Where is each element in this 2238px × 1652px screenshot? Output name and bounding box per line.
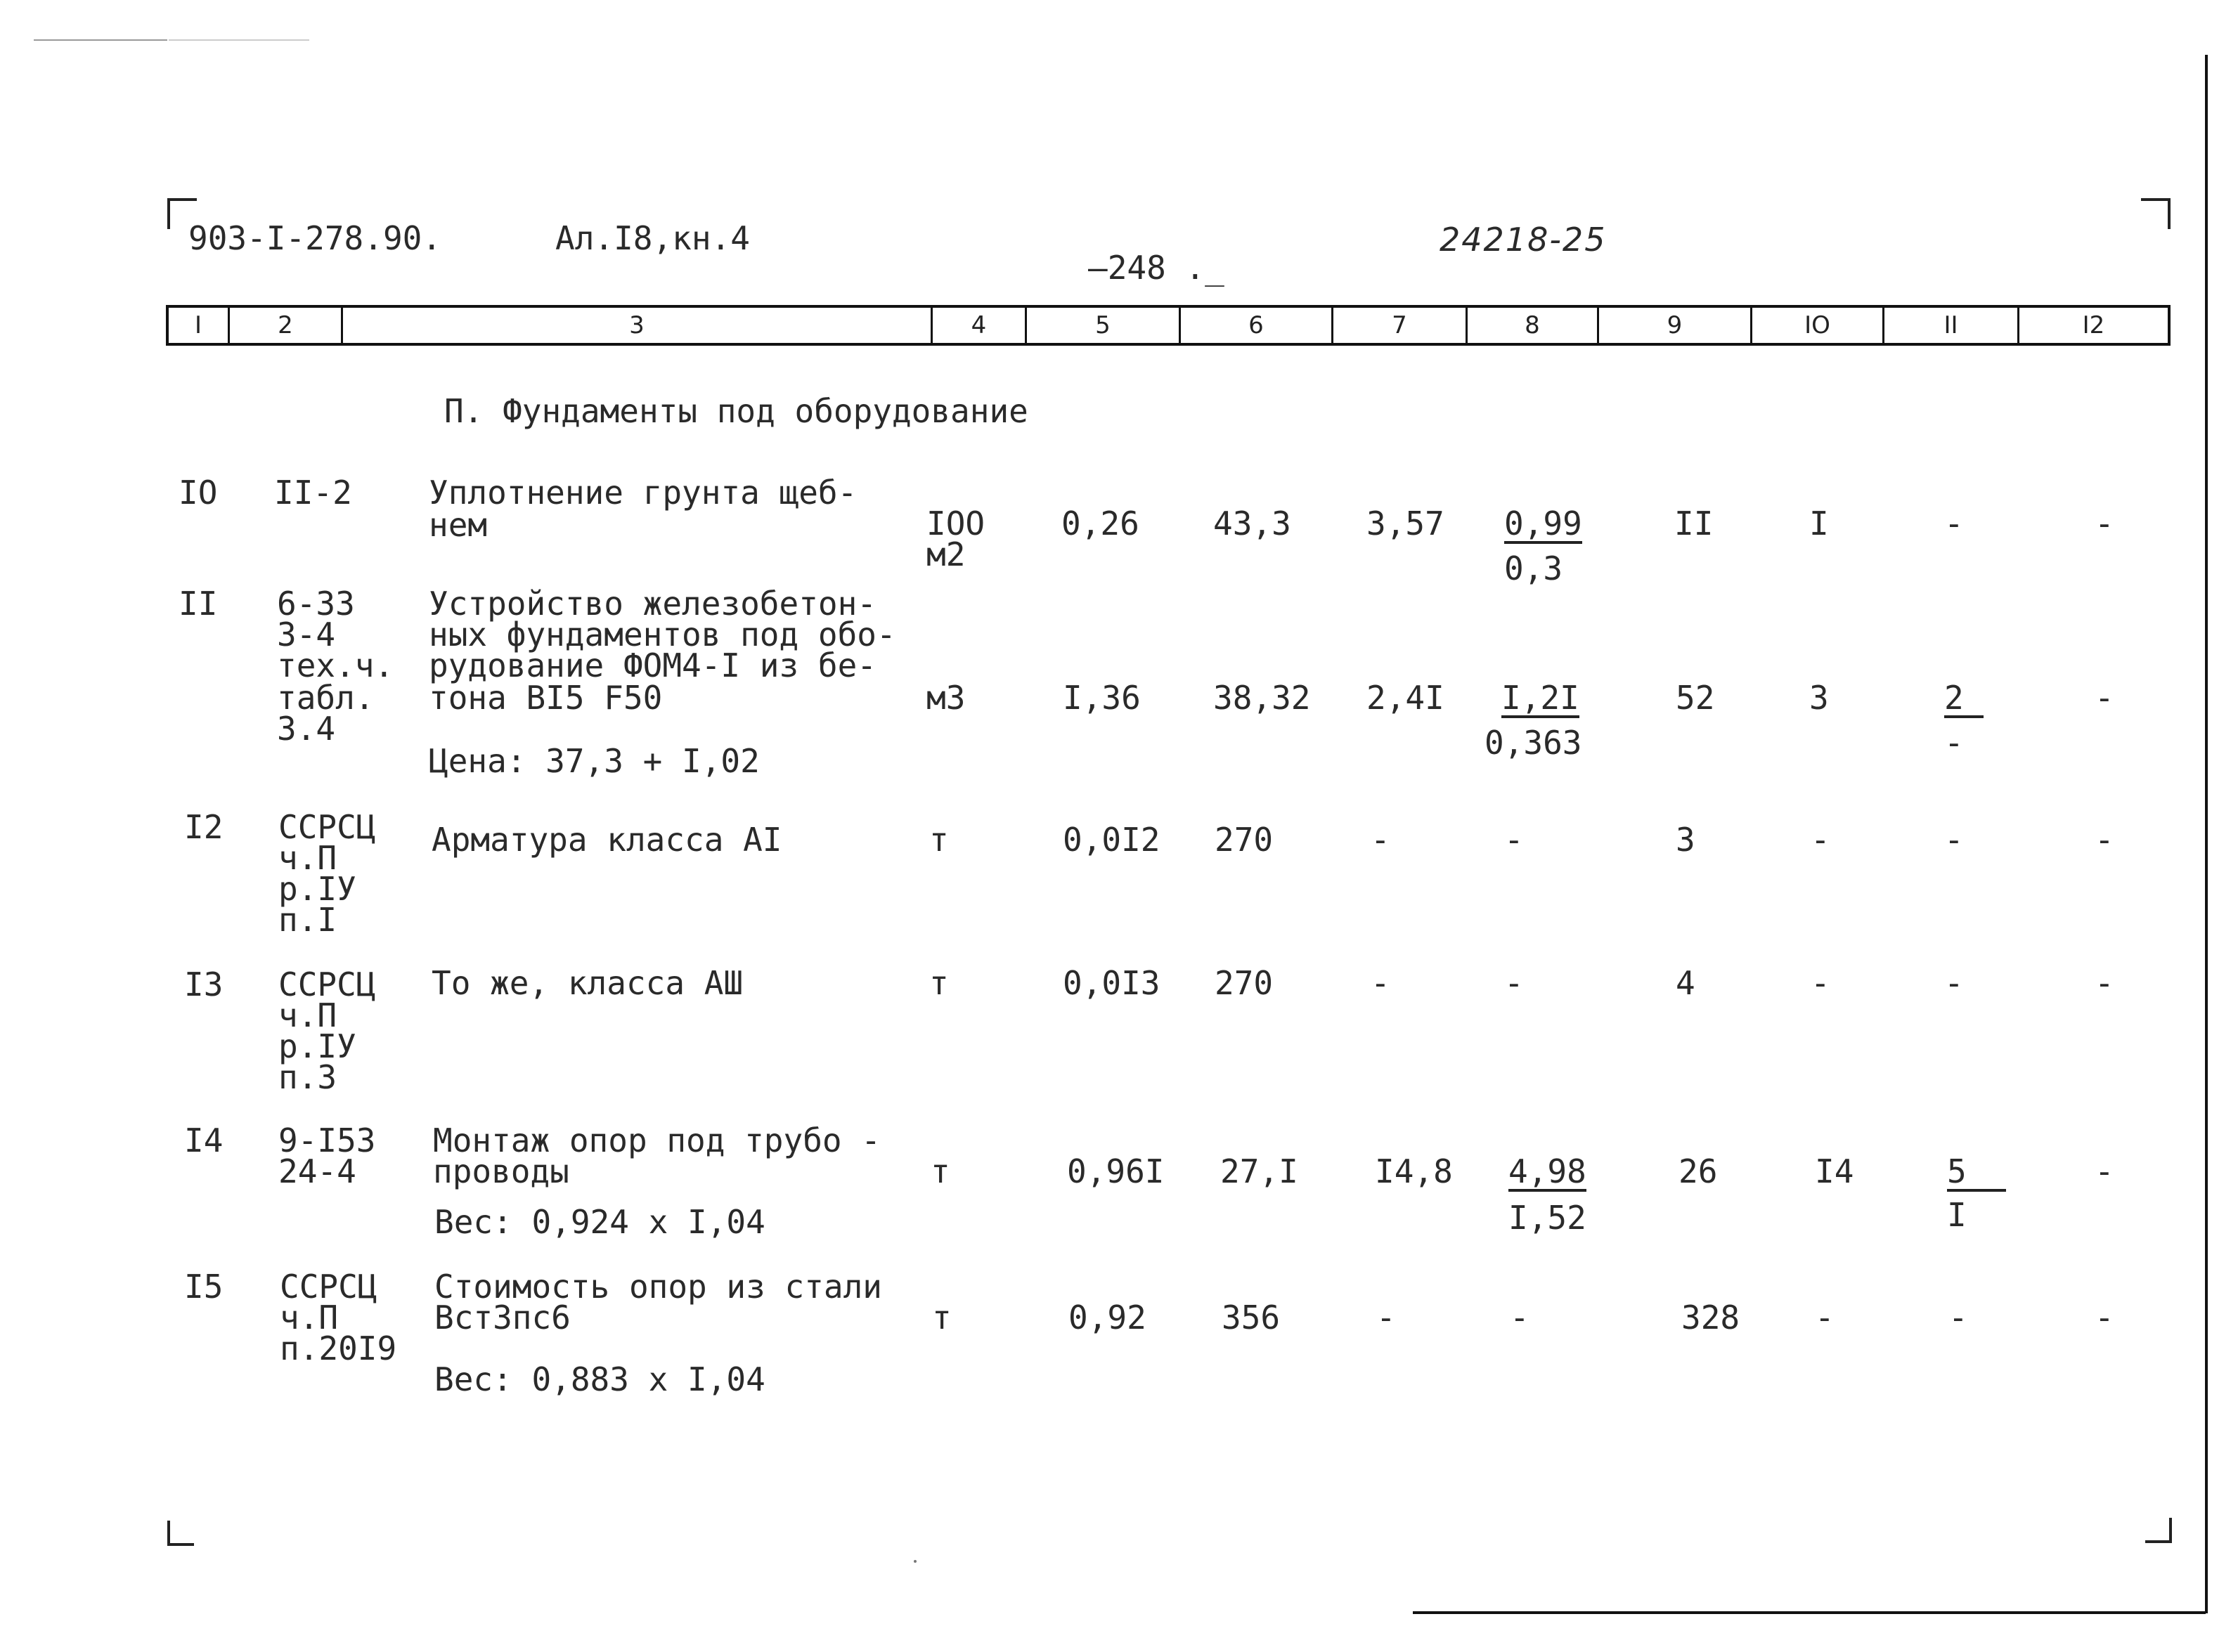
row-col11: - [1944, 821, 1964, 859]
row-col10: - [1811, 821, 1830, 859]
column-header-1: I [194, 311, 202, 339]
column-header-row [166, 305, 2171, 346]
row-unit-line: м2 [926, 535, 966, 573]
row-number: I5 [184, 1268, 224, 1306]
corner-mark-bottom-right [2145, 1518, 2172, 1543]
row-quantity: 0,0I3 [1063, 964, 1160, 1002]
row-description-line: ных фундаментов под обо- [429, 616, 896, 653]
row-price: 270 [1215, 964, 1274, 1002]
row-col7: - [1376, 1299, 1396, 1336]
row-code-line: ССРСЦ [278, 965, 376, 1003]
row-number: IO [179, 474, 218, 512]
column-header-11: II [1943, 311, 1958, 339]
column-header-2: 2 [278, 311, 293, 339]
row-description-line: тона BI5 F50 [429, 679, 663, 717]
column-header-8: 8 [1525, 311, 1540, 339]
row-col9: 3 [1676, 821, 1695, 859]
column-header-7: 7 [1392, 311, 1407, 339]
row-col10: 3 [1809, 679, 1829, 717]
row-col9: 26 [1678, 1152, 1718, 1190]
row-price: 270 [1215, 821, 1274, 859]
row-price: 43,3 [1213, 505, 1291, 542]
row-col10: - [1811, 964, 1830, 1002]
section-title: П. Фундаменты под оборудование [444, 392, 1028, 430]
scan-speck [914, 1560, 917, 1563]
row-code-line: табл. [277, 679, 375, 717]
handwritten-registration-number: 24218-25 [1440, 221, 1607, 259]
album-reference: Ал.I8,кн.4 [555, 219, 750, 257]
row-unit-line: т [929, 964, 949, 1002]
row-col10: - [1815, 1299, 1835, 1336]
scan-edge-top [34, 39, 167, 41]
row-description-line: Монтаж опор под трубо - [433, 1121, 881, 1159]
row-col9: 328 [1681, 1299, 1740, 1336]
row-col9: 4 [1676, 964, 1695, 1002]
row-col8: - [1504, 964, 1524, 1002]
column-header-5: 5 [1095, 311, 1111, 339]
row-code-line: ч.П [278, 996, 337, 1034]
row-code-line: ч.П [278, 839, 337, 877]
row-number: II [179, 585, 218, 623]
row-quantity: 0,26 [1061, 505, 1139, 542]
row-code-line: тех.ч. [277, 646, 394, 684]
row-code-line: ССРСЦ [280, 1268, 377, 1306]
row-col12: - [2095, 1152, 2114, 1190]
row-price: 38,32 [1213, 679, 1311, 717]
row-code-line: п.I [278, 901, 337, 939]
row-quantity: I,36 [1063, 679, 1141, 717]
row-col11-top: 5 [1947, 1155, 2006, 1192]
row-col8-top: I,2I [1501, 679, 1579, 717]
row-number: I2 [184, 808, 224, 846]
row-code-line: ч.П [280, 1299, 339, 1336]
row-description-line: То же, класса AШ [432, 964, 744, 1002]
row-col7: I4,8 [1375, 1152, 1453, 1190]
row-code-line: 24-4 [278, 1152, 356, 1190]
row-description-line: Уплотнение грунта щеб- [429, 474, 858, 512]
row-description-line: ВстЗпс6 [434, 1299, 571, 1336]
row-col7: 2,4I [1366, 679, 1444, 717]
row-price: 356 [1222, 1299, 1281, 1336]
row-col7: - [1371, 964, 1390, 1002]
row-unit-line: м3 [926, 679, 966, 717]
row-col11-bottom: - [1944, 724, 1964, 762]
row-quantity: 0,0I2 [1063, 821, 1160, 859]
corner-mark-top-right [2141, 198, 2171, 229]
row-col11: - [1944, 505, 1964, 542]
page-number: —248 ._ [1088, 249, 1224, 287]
row-description-line: рудование ФОМ4-I из бе- [429, 646, 877, 684]
row-quantity: 0,96I [1067, 1152, 1165, 1190]
row-col11: - [1948, 1299, 1968, 1336]
row-code-line: п.20I9 [280, 1329, 397, 1367]
row-col7: 3,57 [1366, 505, 1444, 542]
row-col11: - [1944, 964, 1964, 1002]
page-edge-bottom [1413, 1611, 2206, 1614]
row-description-line: Стоимость опор из стали [434, 1268, 882, 1306]
row-unit-line: т [932, 1299, 952, 1336]
row-number: I4 [184, 1121, 224, 1159]
row-code-line: 3-4 [277, 616, 336, 653]
row-col12: - [2095, 964, 2114, 1002]
row-col8-top: 4,98 [1508, 1152, 1586, 1190]
row-col8-bottom: 0,3 [1504, 549, 1563, 587]
row-col8-bottom: I,52 [1508, 1199, 1586, 1237]
scan-edge-top-faint [169, 39, 309, 41]
row-code-line: р.IУ [278, 1027, 356, 1065]
row-col9: II [1674, 505, 1714, 542]
row-description-line: Устройство железобетон- [429, 585, 877, 623]
row-col12: - [2095, 679, 2114, 717]
row-code-line: ССРСЦ [278, 808, 376, 846]
row-col11-top: 2 [1944, 682, 1984, 718]
row-quantity: 0,92 [1068, 1299, 1146, 1336]
row-unit-line: IOO [926, 505, 985, 542]
column-header-10: IO [1804, 311, 1830, 339]
row-weight-note: Вес: 0,924 х I,04 [434, 1203, 765, 1241]
row-col8: - [1510, 1299, 1529, 1336]
row-col10: I [1809, 505, 1829, 542]
corner-mark-bottom-left [167, 1521, 194, 1546]
row-col8-top: 0,99 [1504, 505, 1582, 542]
row-unit-line: т [929, 821, 949, 859]
page-edge-right [2205, 55, 2208, 1613]
document-code: 903-I-278.90. [188, 219, 442, 257]
row-price-note: Цена: 37,3 + I,02 [429, 742, 760, 780]
column-header-6: 6 [1248, 311, 1264, 339]
column-header-12: I2 [2082, 311, 2105, 339]
row-unit-line: т [931, 1152, 950, 1190]
row-col10: I4 [1815, 1152, 1854, 1190]
row-col8-bottom: 0,363 [1485, 724, 1582, 762]
row-col12: - [2095, 505, 2114, 542]
column-header-9: 9 [1667, 311, 1683, 339]
row-description-line: нем [429, 506, 488, 544]
row-col8: - [1504, 821, 1524, 859]
row-code-line: II-2 [274, 474, 352, 512]
row-description-line: проводы [433, 1152, 569, 1190]
row-price: 27,I [1220, 1152, 1298, 1190]
row-col11-bottom: I [1947, 1196, 1967, 1234]
row-code-line: 6-33 [277, 585, 355, 623]
row-code-line: п.3 [278, 1058, 337, 1096]
row-col12: - [2095, 821, 2114, 859]
column-header-4: 4 [971, 311, 987, 339]
row-col9: 52 [1676, 679, 1715, 717]
row-description-line: Арматура класса AI [432, 821, 782, 859]
row-number: I3 [184, 965, 224, 1003]
row-col7: - [1371, 821, 1390, 859]
row-code-line: 3.4 [277, 710, 336, 748]
row-code-line: р.IУ [278, 870, 356, 908]
row-col12: - [2095, 1299, 2114, 1336]
row-code-line: 9-I53 [278, 1121, 376, 1159]
column-header-3: 3 [629, 311, 645, 339]
row-weight-note: Вес: 0,883 х I,04 [434, 1360, 765, 1398]
